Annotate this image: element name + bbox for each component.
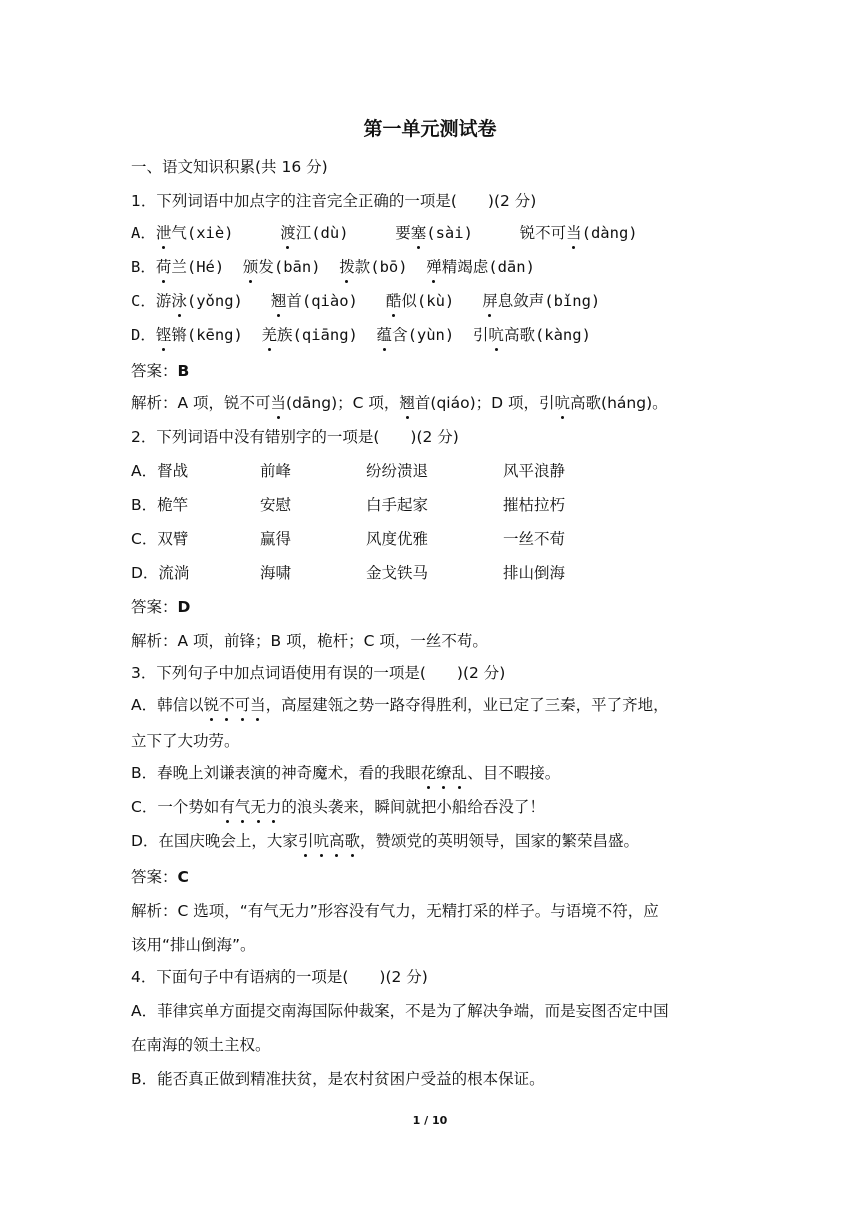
q4-option-a-continued: 在南海的领土主权。 xyxy=(131,1036,271,1054)
q3-option-d: D．在国庆晚会上，大家引吭高歌，赞颂党的英明领导，国家的繁荣昌盛。 xyxy=(131,832,640,850)
q3-option-a: A．韩信以锐不可当，高屋建瓴之势一路夺得胜利，业已定了三秦，平了齐地， xyxy=(131,696,669,714)
q2-answer: 答案：D xyxy=(131,598,191,616)
q1-explanation: 解析：A 项，锐不可当(dāng)；C 项，翘首(qiáo)；D 项，引吭高歌(háng)。 xyxy=(131,394,668,412)
q1-option-d: D．铿锵(kēng) 羌族(qiāng) 蕴含(yùn) 引吭高歌(kàng) xyxy=(131,326,591,344)
q4-option-b: B．能否真正做到精准扶贫，是农村贫困户受益的根本保证。 xyxy=(131,1070,545,1088)
q1-option-a: A．泄气(xiè) 渡江(dù) 要塞(sài) 锐不可当(dàng) xyxy=(131,224,638,242)
q3-explanation-continued: 该用“排山倒海”。 xyxy=(131,936,256,954)
q3-answer: 答案：C xyxy=(131,868,189,886)
q3-option-a-continued: 立下了大功劳。 xyxy=(131,732,240,750)
q2-explanation: 解析：A 项，前锋；B 项，桅杆；C 项，一丝不苟。 xyxy=(131,632,488,650)
q1-answer: 答案：B xyxy=(131,362,190,380)
q1-option-c: C．游泳(yǒng) 翘首(qiào) 酷似(kù) 屏息敛声(bǐng) xyxy=(131,292,601,310)
question-2-stem: 2．下列词语中没有错别字的一项是( )(2 分) xyxy=(131,428,459,446)
question-1-stem: 1．下列词语中加点字的注音完全正确的一项是( )(2 分) xyxy=(131,192,537,210)
q3-option-b: B．春晚上刘谦表演的神奇魔术，看的我眼花缭乱、目不暇接。 xyxy=(131,764,561,782)
q4-option-a: A．菲律宾单方面提交南海国际仲裁案，不是为了解决争端，而是妄图否定中国 xyxy=(131,1002,669,1020)
q3-explanation: 解析：C 选项，“有气无力”形容没有气力，无精打采的样子。与语境不符，应 xyxy=(131,902,659,920)
page-title: 第一单元测试卷 xyxy=(363,118,497,140)
question-3-stem: 3．下列句子中加点词语使用有误的一项是( )(2 分) xyxy=(131,664,506,682)
q3-option-c: C．一个势如有气无力的浪头袭来，瞬间就把小船给吞没了！ xyxy=(131,798,545,816)
page-number: 1 / 10 xyxy=(412,1114,448,1127)
question-4-stem: 4．下面句子中有语病的一项是( )(2 分) xyxy=(131,968,428,986)
q1-option-b: B．荷兰(Hé) 颁发(bān) 拨款(bō) 殚精竭虑(dān) xyxy=(131,258,535,276)
section-heading: 一、语文知识积累(共 16 分) xyxy=(131,158,328,176)
